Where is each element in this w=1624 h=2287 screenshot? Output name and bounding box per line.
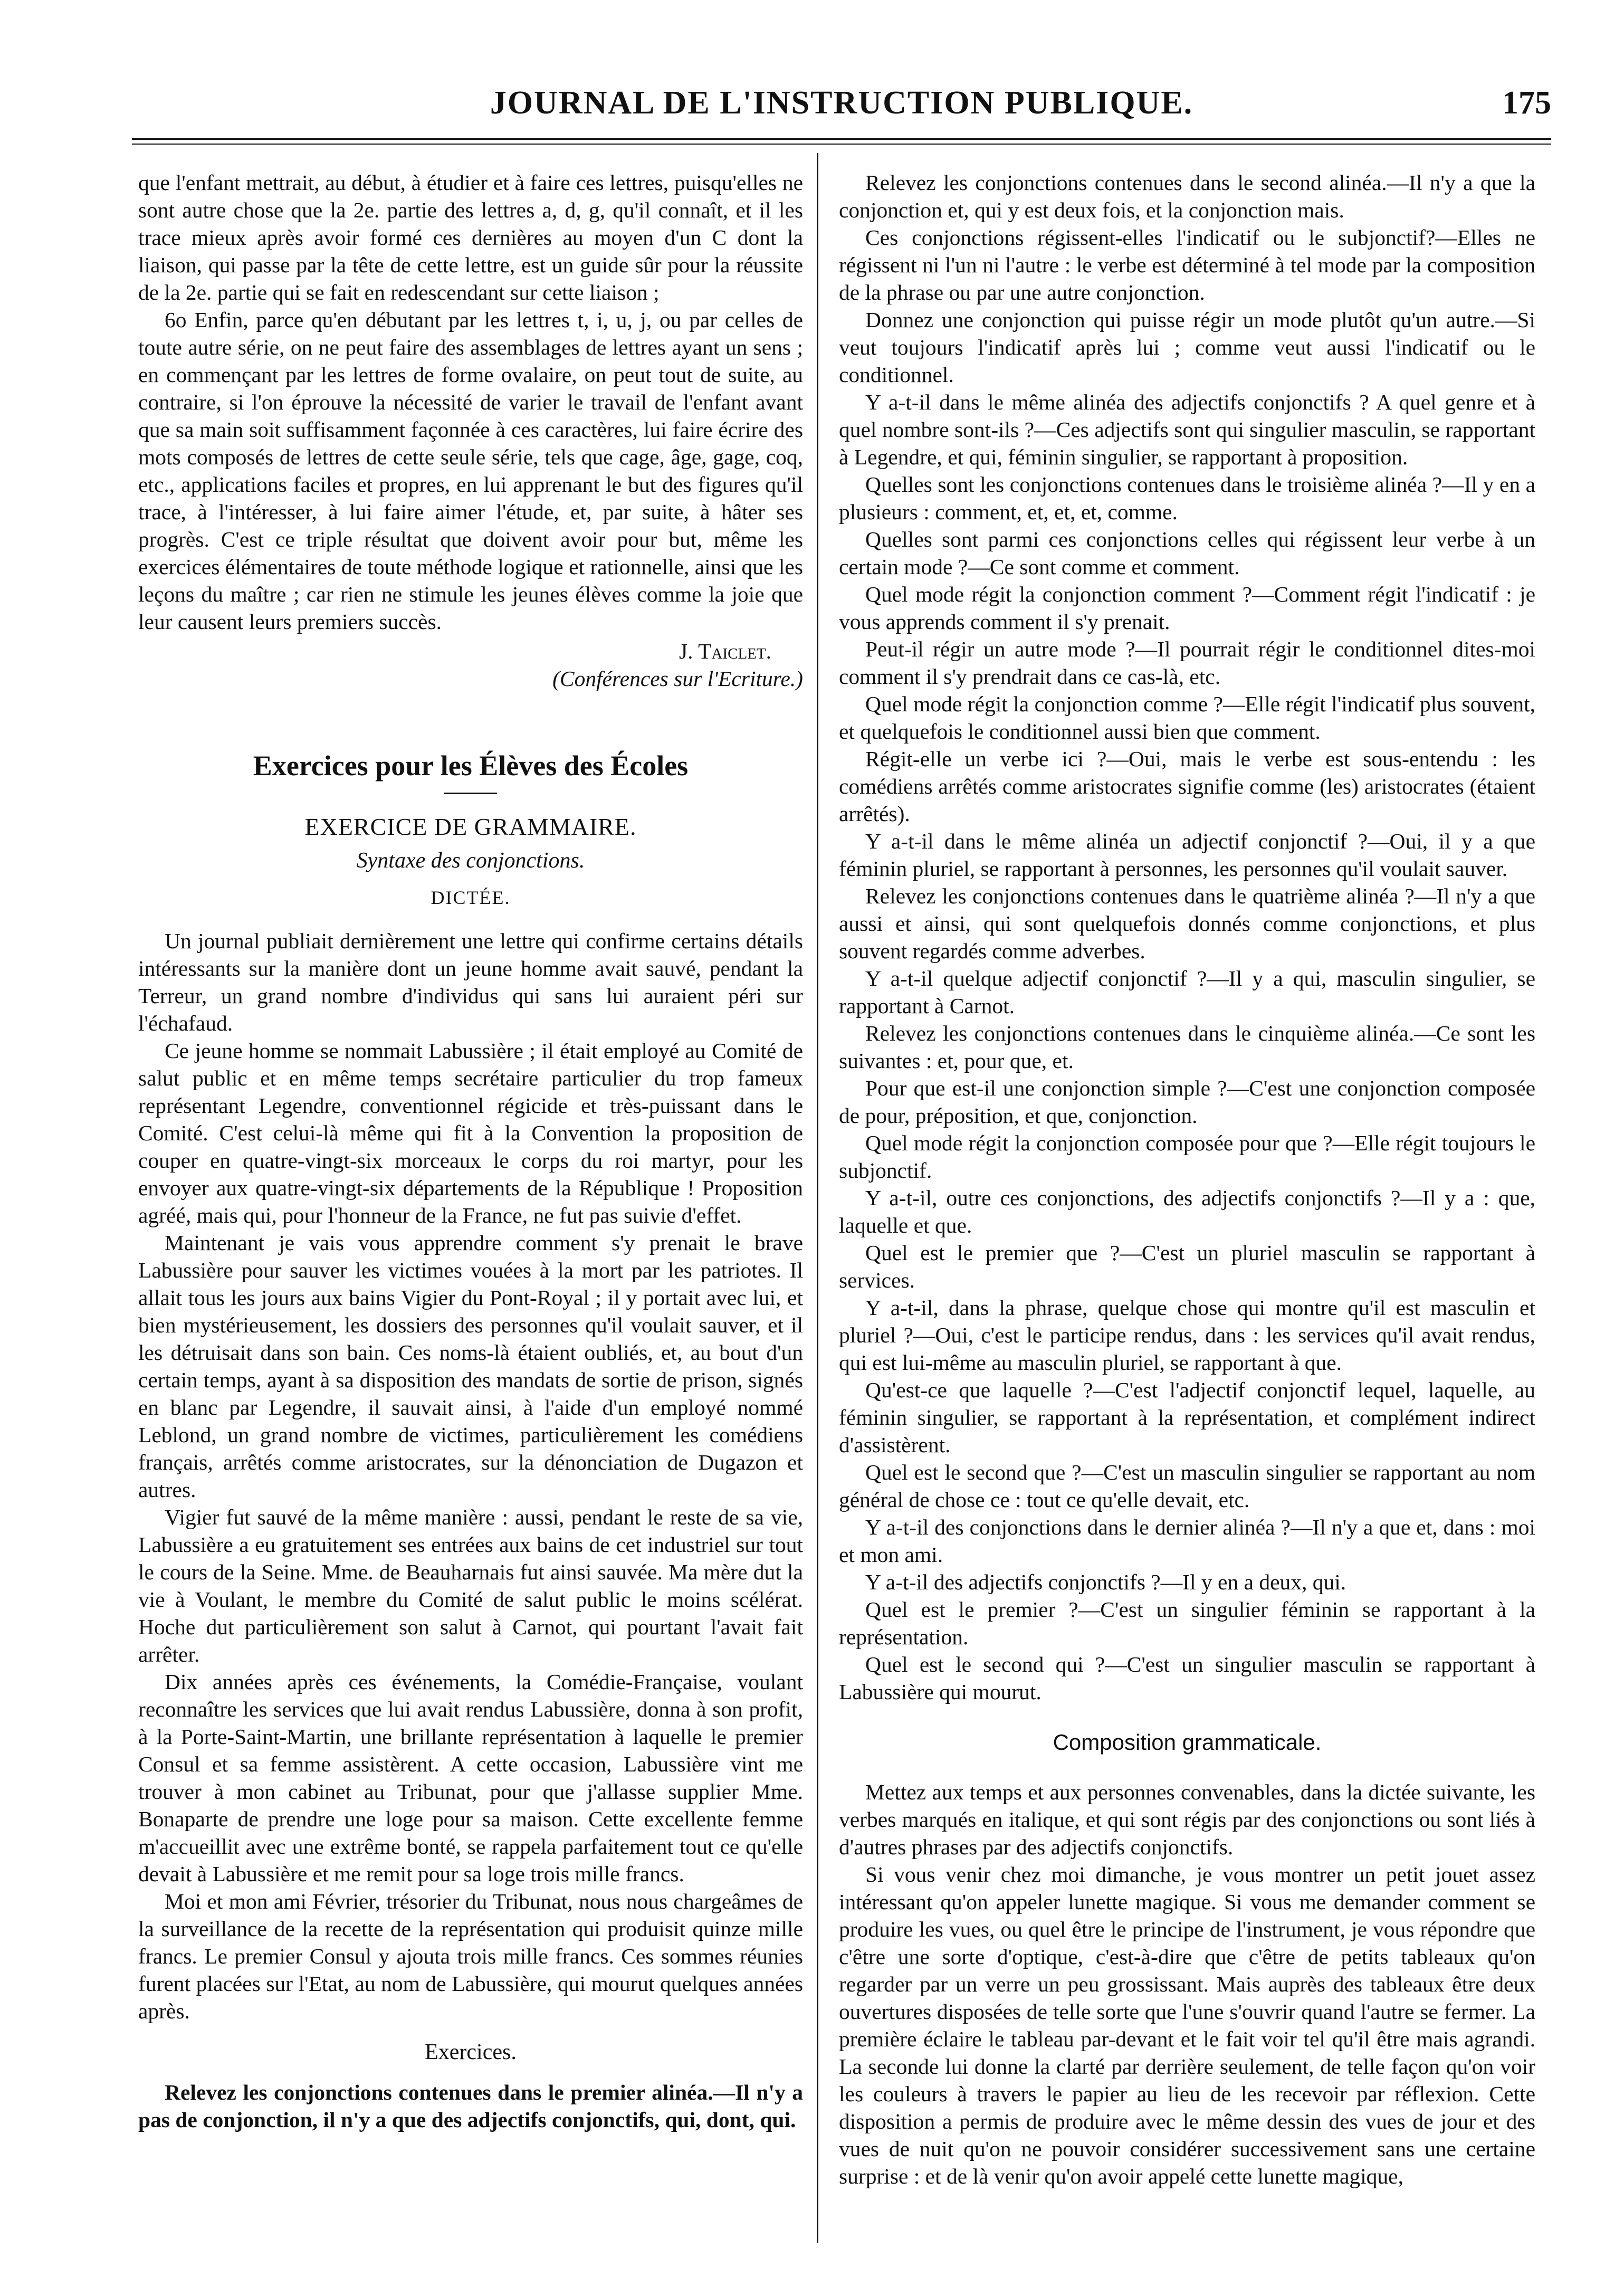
qa-paragraph: Relevez les conjonctions contenues dans le cinquième alinéa.—Ce sont les suivantes : et, pour que, et.: [839, 1021, 1535, 1073]
article-paragraph: que l'enfant mettrait, au début, à étudier et à faire ces lettres, puisqu'elles ne sont autre chose que la 2e. partie des lettres a, d, g, qu'il connaît, et il les trace mieux après avoir formé ces dernières au moyen d'un C dont la liaison, qui passe par la tête de cette lettre, est un guide sûr pour la réussite de la 2e. partie qui se fait en redescendant sur cette liaison ;: [138, 170, 803, 304]
qa-paragraph: Y a-t-il, dans la phrase, quelque chose qui montre qu'il est masculin et pluriel ?—Oui, c'est le participe rendus, dans : les services qu'il avait rendus, qui est lui-même au masculin pluriel, se rapportant à que.: [839, 1295, 1535, 1375]
right-column: [839, 169, 1535, 2190]
composition-title: Composition grammaticale.: [1053, 1730, 1322, 1755]
qa-paragraph: Donnez une conjonction qui puisse régir un mode plutôt qu'un autre.—Si veut toujours l'indicatif après lui ; comme veut aussi l'indicatif ou le conditionnel.: [839, 308, 1535, 387]
exercise-title: EXERCICE DE GRAMMAIRE.: [304, 813, 637, 840]
qa-paragraph: Y a-t-il, outre ces conjonctions, des adjectifs conjonctifs ?—Il y a : que, laquelle et que.: [839, 1186, 1535, 1237]
dictee-paragraph: Vigier fut sauvé de la même manière : aussi, pendant le reste de sa vie, Labussière a eu gratuitement ses entrées aux bains de cet industriel sur tout le cours de la Seine. Mme. de Beauharnais fut ainsi sauvée. Ma mère dut la vie à Voulant, le membre du Comité de salut public le moins scélérat. Hoche dut particulièrement son salut à Carnot, qui pourtant l'avait fait arrêter.: [138, 1505, 803, 1666]
qa-paragraph: Quel mode régit la conjonction comme ?—Elle régit l'indicatif plus souvent, et quelquefois le conditionnel aussi bien que comment.: [839, 692, 1535, 744]
qa-paragraph: Y a-t-il des adjectifs conjonctifs ?—Il y en a deux, qui.: [865, 1570, 1346, 1594]
header-rule-double: [132, 144, 1551, 145]
dictee-paragraph: Ce jeune homme se nommait Labussière ; il était employé au Comité de salut public et en même temps secrétaire particulier du trop fameux représentant Legendre, conventionnel régicide et très-puissant dans le Comité. C'est celui-là même qui fit à la Convention la proposition de couper en quatre-vingt-six morceaux le corps du roi martyr, pour les envoyer aux quatre-vingt-six départements de la République ! Proposition agréé, mais qui, pour l'honneur de la France, ne fut pas suivie d'effet.: [138, 1038, 803, 1227]
left-column: [138, 169, 803, 2133]
exercise-subtitle: Syntaxe des conjonctions.: [356, 849, 585, 873]
qa-paragraph: Relevez les conjonctions contenues dans le second alinéa.—Il n'y a que la conjonction et, qui y est deux fois, et la conjonction mais.: [839, 170, 1535, 222]
dictee-label: DICTÉE.: [431, 887, 511, 908]
page-header: [132, 79, 1551, 132]
dictee-paragraph: Dix années après ces événements, la Comédie-Française, voulant reconnaître les services que lui avait rendus Labussière, donna à son profit, à la Porte-Saint-Martin, une brillante représentation à laquelle le premier Consul et sa femme assistèrent. A cette occasion, Labussière vint me trouver à mon cabinet au Tribunat, pour que j'allasse supplier Mme. Bonaparte de prendre une loge pour sa maison. Cette excellente femme m'accueillit avec une extrême bonté, se rappela parfaitement tout ce qu'elle devait à Labussière et me remit pour sa loge trois mille francs.: [138, 1670, 803, 1886]
source-citation: (Conférences sur l'Ecriture.): [552, 666, 803, 691]
qa-paragraph: Ces conjonctions régissent-elles l'indicatif ou le subjonctif?—Elles ne régissent ni l'un ni l'autre : le verbe est déterminé à tel mode par la composition de la phrase ou par une autre conjonction.: [839, 225, 1535, 304]
dictee-paragraph: Un journal publiait dernièrement une lettre qui confirme certains détails intéressants sur la manière dont un jeune homme avait sauvé, pendant la Terreur, un grand nombre d'individus qui sans lui auraient péri sur l'échafaud.: [138, 929, 803, 1035]
qa-paragraph: Quel est le premier ?—C'est un singulier féminin se rapportant à la représentation.: [839, 1597, 1535, 1649]
exercise-question: Relevez les conjonctions contenues dans le premier alinéa.—Il n'y a pas de conjonction, il n'y a que des adjectifs conjonctifs, qui, dont, qui.: [138, 2080, 803, 2132]
section-rule: [444, 793, 497, 794]
qa-paragraph: Quel est le second que ?—C'est un masculin singulier se rapportant au nom général de chose ce : tout ce qu'elle devait, etc.: [839, 1460, 1535, 1512]
page-number: 175: [1502, 85, 1551, 121]
composition-text: Si vous venir chez moi dimanche, je vous montrer un petit jouet assez intéressant qu'on appeler lunette magique. Si vous me demander comment se produire les vues, ou quel être le principe de l'instrument, je vous répondre que c'être une sorte d'optique, c'est-à-dire que c'être de petits tableaux qu'on regarder par un verre un peu grossissant. Mais auprès des tableaux être deux ouvertures disposées de telle sorte que l'une s'ouvrir quand l'autre se fermer. La première éclaire le tableau par-devant et le fait voir tel qu'il être mais agrandi. La seconde lui donne la clarté par derrière seulement, de telle façon qu'on voir les couleurs à travers le papier au lieu de les recevoir par réflexion. Cette disposition a permis de produire avec le même dessin des vues de jour et des vues de nuit qu'on ne pouvoir considérer successivement sans une certaine surprise : et de là venir qu'on avoir appelé cette lunette magique,: [839, 1862, 1535, 2188]
dictee-paragraph: Maintenant je vais vous apprendre comment s'y prenait le brave Labussière pour sauver les victimes vouées à la mort par les patriotes. Il allait tous les jours aux bains Vigier du Pont-Royal ; il y portait avec lui, et bien mystérieusement, les dossiers des personnes qu'il voulait sauver, et il les détruisait dans son bain. Ces noms-là étaient oubliés, et, au bout d'un certain temps, ayant à sa disposition des mandats de sortie de prison, signés en blanc par Legendre, il sauvait ainsi, à l'aide d'un employé nommé Leblond, un grand nombre de victimes, particulièrement les comédiens français, arrêtés comme aristocrates, sur la dénonciation de Dugazon et autres.: [138, 1231, 803, 1502]
qa-paragraph: Quel mode régit la conjonction composée pour que ?—Elle régit toujours le subjonctif.: [839, 1131, 1535, 1183]
column-divider: [817, 153, 818, 2243]
running-title: JOURNAL DE L'INSTRUCTION PUBLIQUE.: [490, 85, 1193, 121]
qa-paragraph: Y a-t-il quelque adjectif conjonctif ?—Il y a qui, masculin singulier, se rapportant à Carnot.: [839, 966, 1535, 1018]
qa-paragraph: Quel est le premier que ?—C'est un pluriel masculin se rapportant à services.: [839, 1241, 1535, 1292]
qa-paragraph: Qu'est-ce que laquelle ?—C'est l'adjectif conjonctif lequel, laquelle, au féminin singulier, se rapportant à la représentation, et complément indirect d'assistèrent.: [839, 1378, 1535, 1457]
qa-paragraph: Quel mode régit la conjonction comment ?—Comment régit l'indicatif : je vous apprends comment il s'y prenait.: [839, 582, 1535, 634]
qa-paragraph: Peut-il régir un autre mode ?—Il pourrait régir le conditionnel dites-moi comment il s'y prendrait dans ce cas-là, etc.: [839, 637, 1535, 689]
qa-paragraph: Y a-t-il dans le même alinéa des adjectifs conjonctifs ? A quel genre et à quel nombre sont-ils ?—Ces adjectifs sont qui singulier masculin, se rapportant à Legendre, et qui, féminin singulier, se rapportant à proposition.: [839, 390, 1535, 469]
dictee-paragraph: Moi et mon ami Février, trésorier du Tribunat, nous nous chargeâmes de la surveillance de la recette de la représentation qui produisit quinze mille francs. Le premier Consul y ajouta trois mille francs. Ces sommes réunies furent placées sur l'Etat, au nom de Labussière, qui mourut quelques années après.: [138, 1889, 803, 2023]
qa-paragraph: Quelles sont les conjonctions contenues dans le troisième alinéa ?—Il y en a plusieurs : comment, et, et, et, comme.: [839, 472, 1535, 524]
article-paragraph: 6o Enfin, parce qu'en débutant par les lettres t, i, u, j, ou par celles de toute autre série, on ne peut faire des assemblages de lettres ayant un sens ; en commençant par les lettres de forme ovalaire, on peut tout de suite, au contraire, si l'on éprouve la nécessité de varier le travail de l'enfant avant que sa main soit suffisamment façonnée à ces caractères, lui faire écrire des mots composés de lettres de cette seule série, tels que cage, âge, gage, coq, etc., applications faciles et propres, en lui apprenant le but des figures qu'il trace, à l'intéresser, à lui faire aimer l'étude, et, par suite, à hâter ses progrès. C'est ce triple résultat que doivent avoir pour but, même les exercices élémentaires de toute méthode logique et rationnelle, ainsi que les leçons du maître ; car rien ne stimule les jeunes élèves comme la joie que leur causent leurs premiers succès.: [138, 308, 803, 634]
qa-paragraph: Quel est le second qui ?—C'est un singulier masculin se rapportant à Labussière qui mourut.: [839, 1652, 1535, 1704]
qa-paragraph: Quelles sont parmi ces conjonctions celles qui régissent leur verbe à un certain mode ?—Ce sont comme et comment.: [839, 527, 1535, 579]
qa-paragraph: Relevez les conjonctions contenues dans le quatrième alinéa ?—Il n'y a que aussi et ainsi, qui sont quelquefois donnés comme conjonctions, et plus souvent regardés comme adverbes.: [839, 884, 1535, 963]
composition-instructions: Mettez aux temps et aux personnes convenables, dans la dictée suivante, les verbes marqués en italique, et qui sont régis par des conjonctions ou sont liés à d'autres phrases par des adjectifs conjonctifs.: [839, 1780, 1535, 1859]
qa-paragraph: Y a-t-il des conjonctions dans le dernier alinéa ?—Il n'y a que et, dans : moi et mon ami.: [839, 1515, 1535, 1567]
author-signature: J. Taiclet.: [679, 639, 771, 663]
qa-paragraph: Y a-t-il dans le même alinéa un adjectif conjonctif ?—Oui, il y a que féminin pluriel, se rapportant à personnes, les personnes qu'il voulait sauver.: [839, 829, 1535, 881]
exercises-heading: Exercices.: [425, 2040, 517, 2064]
header-rule: [132, 138, 1551, 140]
qa-paragraph: Pour que est-il une conjonction simple ?—C'est une conjonction composée de pour, préposition, et que, conjonction.: [839, 1076, 1535, 1128]
section-title: Exercices pour les Élèves des Écoles: [253, 750, 689, 782]
qa-paragraph: Régit-elle un verbe ici ?—Oui, mais le verbe est sous-entendu : les comédiens arrêtés comme aristocrates signifie comme (les) aristocrates (étaient arrêtés).: [839, 747, 1535, 826]
question-answer-list: [839, 169, 1535, 1705]
